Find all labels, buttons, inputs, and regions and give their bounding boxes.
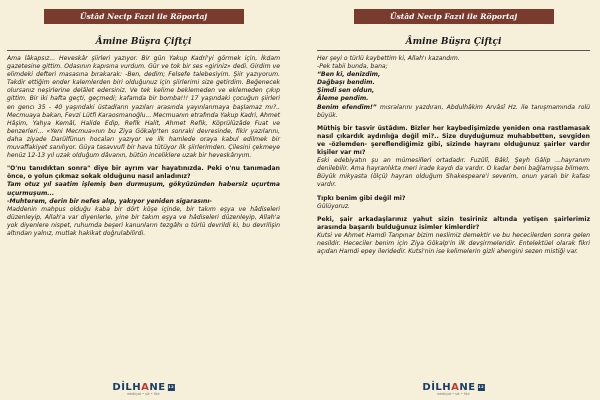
poem-attribution: mısralarını yazdıran, Abdulhâkim Arvâsî Hz. ile tanışmamında rolü büyük. [317, 103, 591, 119]
left-paragraph-2: Maddenin mahpus olduğu kaba bir dört köşe içinde, bir takım eşya ve hâdiseleri düzenleyip, Allah'a var diyenlerle, yine bir takım eşya ve hâdiseleri düzenleyip, Allah'a yok diyenlere nispet, ruhumda beşeri kanunların tezgâhı o türlü devrildi ki, bu devrilişin altından yalnız, mutlak hakikat doğrulabilirdi. [7, 205, 280, 237]
poem-line-5: Benim efendim!” [317, 103, 377, 111]
left-magazine-logo [112, 382, 174, 396]
right-magazine-logo [422, 382, 484, 396]
left-column [7, 0, 280, 400]
poem-line-1: “Ben ki, denizdim, [317, 71, 381, 79]
left-body [7, 55, 280, 238]
right-question-3: Peki, şair arkadaşlarınız yahut sizin tesiriniz altında yetişen şairlerimiz arasında başarılı bulduğunuz isimler kimlerdir? [317, 215, 590, 231]
right-column [317, 0, 590, 400]
left-stage-note: -Muhterem, derin bir nefes alıp, yakıyor yeniden sigarasını- [7, 197, 212, 205]
poem-line-2: Dağbaşı bendim. [317, 79, 375, 87]
left-answer-quote: Tam otuz yıl saatim işlemiş ben durmuşum, gökyüzünden habersiz uçurtma uçurmuşum... [7, 181, 280, 197]
right-logo-wordmark: DİLHANE 12 [422, 382, 485, 393]
right-body [317, 55, 590, 256]
right-question-1: Müthiş bir tasvir üstâdım. Bizler her kaybedişimizde yeniden ona rastlamasak nasıl çıkardık aydınlığa değil mi?.. Size duyduğumuz muhabbetten, sevgiden ve -özlemden- şereflendiğimiz gibi, sizinde hayranı olduğunuz şairler vardır kişiler var mı? [317, 124, 590, 157]
left-logo-wordmark: DİLHANE 12 [112, 382, 175, 393]
right-divider [317, 50, 590, 51]
left-author-name: Âmine Büşra Çiftçi [95, 37, 192, 47]
left-paragraph-1: Ama lâkapsız... Heveskâr şiirleri yazıyor. Bir gün Yakup Kadri'yi görmek için, İkdam gazetesine gittim. Odasının kapısına vurdum. Gür ve tok bir ses «giriniz» dedi. Girdim ve elimdeki defteri masasına bırakarak: -Ben, dedim; Felsefe talebesiyim. Şiir yazıyorum. Takdir ettiğim ender kalemlerden biri olduğunuz için şiirlerimi size getirdim. Beğenecek olursanız neşirlerine delâlet edersiniz. Ve tek kelime beklemeden ve eklemeden çıkıp gittim. Bir iki hafta geçti, geçmedi; kafamda bir bomba!!! 17 yaşındaki çocuğun şiirleri en gencı 35 - 40 yaşındaki üstadların yazıları arasında yayınlanmaya başlamaz mı?.. Mecmuaya bakan, Fevzi Lütfi Karaosmanoğlu... Mecmuanın etrafında Yakup Kadri, Ahmet Hâşim, Yahya Kemâl, Halide Edip, Refik Halit, Ahmet Refik, Köprülüzâde Fuat ve benzerleri... «Yeni Mecmua»nın bu Ziya Gökalp'ten sonraki devresinde, fikir yazılarını, daha ziyade Darülfünun hocaları yazıyor ve ilk hamlede oraya kabul edilmek bir muvaffakiyet sanılıyor. Güya tasavvufi bir hava tütüyor ilk şiirlerimden. Çilesini çekmeye henüz 12-13 yıl uzak olduğum dâvanın, bütün inceliklere uzak bir heveskârıyım. [7, 55, 280, 160]
left-divider [7, 50, 280, 51]
right-logo-subtitle: edebiyat • şiir • fikir [437, 392, 470, 396]
right-intro-2: -Pek tabii bunda, bana; [317, 63, 388, 71]
right-header-banner: Üstâd Necip Fazıl ile Röportaj [354, 9, 554, 24]
right-answer-2: Gülüyoruz. [317, 202, 350, 210]
poem-line-3: Şimdi sen oldun, [317, 87, 375, 95]
right-answer-1: Eski edebiyatın şu an mümesilleri ortadadır. Fuzûlî, Bâkî, Şeyh Gâlip ...hayranım denilebilir. Ama hayranlıkta meri irade kaydı da vardır. O kadar beni bağlamışsa bilmem. Büyük mikyasta (ölçü) hayran olduğum Shakespeare'i severim, onun yaralı bir kafası vardır. [317, 157, 590, 189]
right-intro-1: Her şeyi o türlü kaybettim ki, Allah'ı kazandım. [317, 55, 460, 62]
left-header-banner: Üstâd Necip Fazıl ile Röportaj [44, 9, 244, 24]
poem-closing [317, 104, 590, 120]
left-logo-badge-icon: 12 [168, 384, 175, 389]
right-author-name: Âmine Büşra Çiftçi [405, 37, 502, 47]
right-question-2: Tıpkı benim gibi değil mi? [317, 194, 406, 202]
poem-line-4: Âleme pendim. [317, 95, 369, 103]
left-question: "O'nu tanıdıktan sonra" diye bir ayrım var hayatınızda. Peki o'nu tanımadan önce, o yolun çıkmaz sokak olduğunu nasıl anladınız? [7, 165, 280, 181]
left-logo-subtitle: edebiyat • şiir • fikir [127, 392, 160, 396]
right-answer-3: Kutsi ve Ahmet Hamdi Tanpınar bizim neslimiz demektir ve bu hececilerden sonra gelen nesildir. Hececiler benim için Ziya Gökalp'in ilk devşirmeleridir. Entelektüel olarak fikri açıdan Hamdi epey ileridedir. Kutsi'nin ise kelimelerin gizli ahengini sezen mistiği var. [317, 231, 590, 256]
right-logo-badge-icon: 12 [478, 384, 485, 389]
